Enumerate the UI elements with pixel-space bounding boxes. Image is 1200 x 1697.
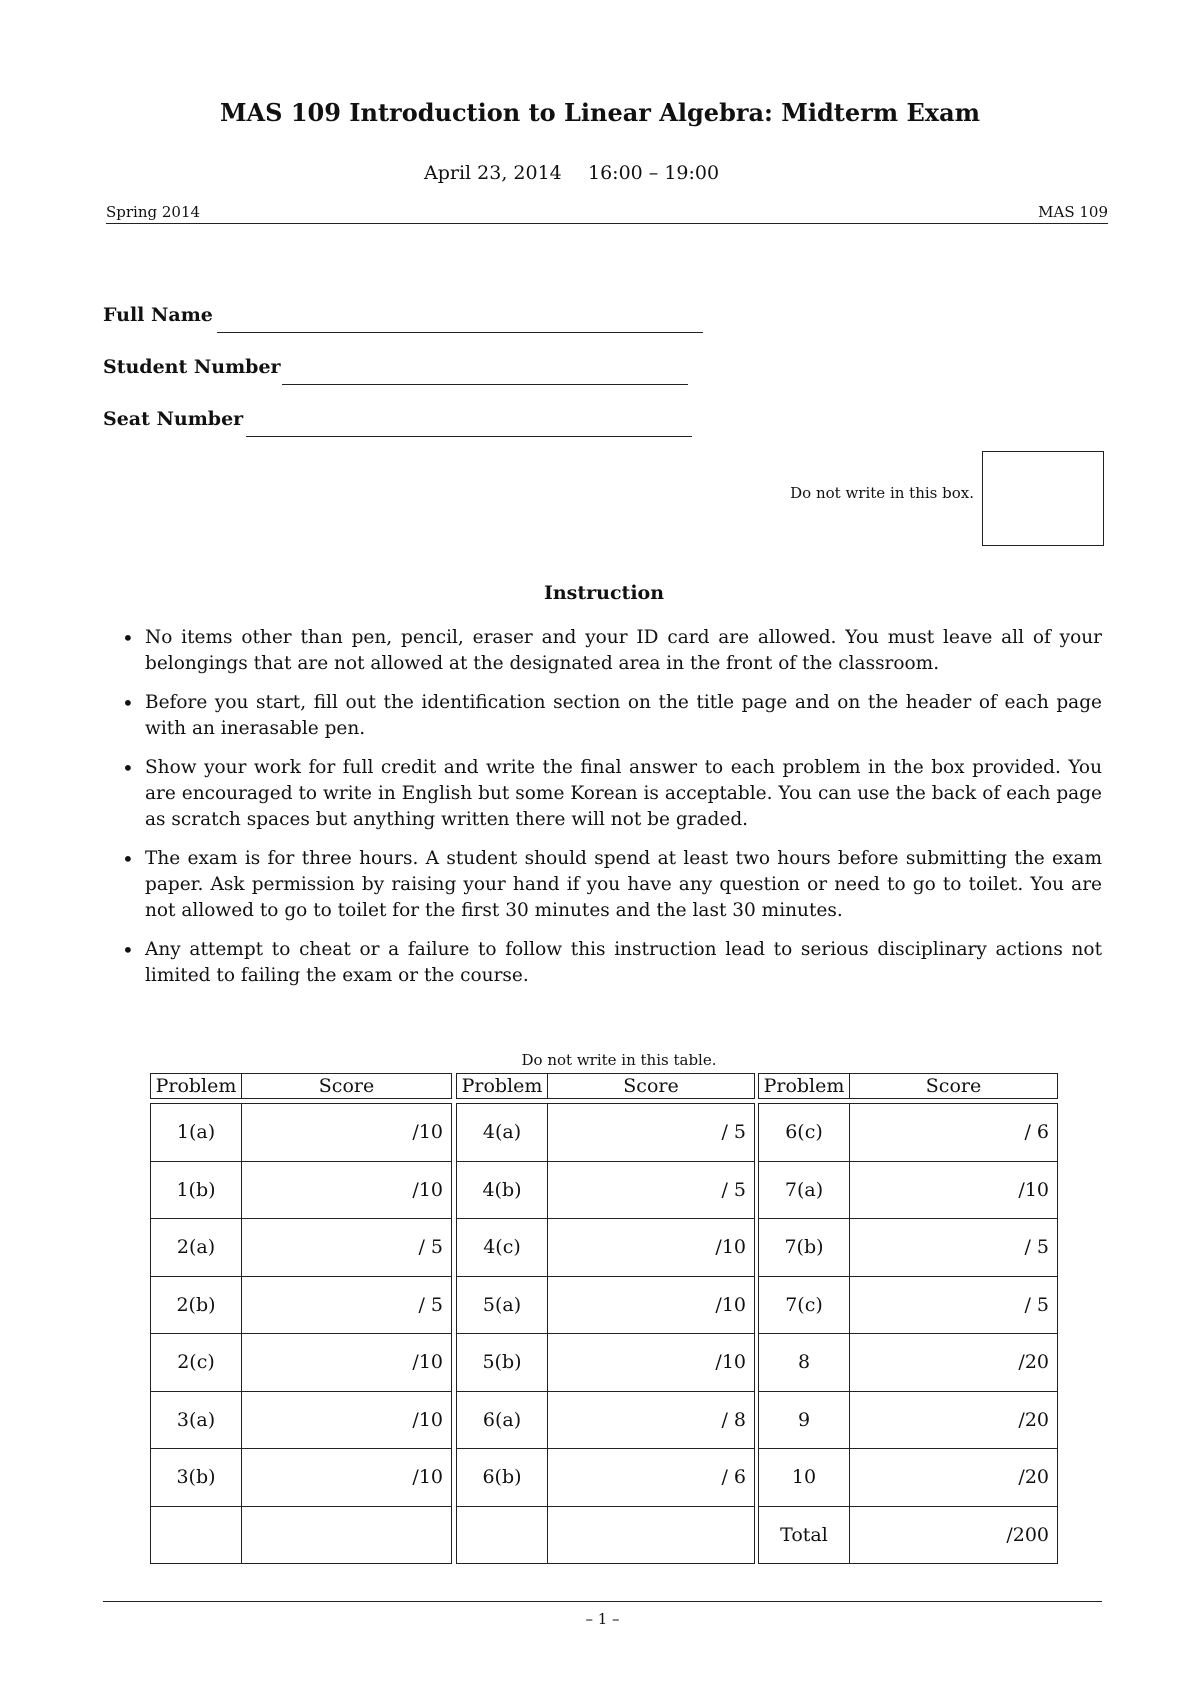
table-cell-score: /10 bbox=[547, 1218, 755, 1277]
table-cell-score: / 6 bbox=[547, 1448, 755, 1507]
table-cell-score: /200 bbox=[849, 1506, 1058, 1565]
table-cell-score: /10 bbox=[547, 1276, 755, 1335]
table-cell-problem: 1(b) bbox=[150, 1161, 242, 1220]
table-cell-problem: 4(a) bbox=[456, 1103, 548, 1162]
table-cell-score: / 5 bbox=[241, 1218, 452, 1277]
table-cell-score: /10 bbox=[241, 1333, 452, 1392]
table-cell-score: / 5 bbox=[547, 1161, 755, 1220]
table-cell-score bbox=[547, 1506, 755, 1565]
table-cell-problem: 7(c) bbox=[758, 1276, 850, 1335]
table-header-problem: Problem bbox=[150, 1073, 242, 1099]
grade-box-note: Do not write in this box. bbox=[790, 484, 974, 502]
table-cell-score: /20 bbox=[849, 1448, 1058, 1507]
instruction-heading: Instruction bbox=[543, 582, 665, 604]
header-semester: Spring 2014 bbox=[106, 203, 201, 221]
table-cell-problem: 5(a) bbox=[456, 1276, 548, 1335]
table-header-score: Score bbox=[241, 1073, 452, 1099]
exam-title: MAS 109 Introduction to Linear Algebra: Midterm Exam bbox=[219, 98, 981, 127]
exam-date: April 23, 2014 bbox=[424, 162, 562, 184]
table-cell-score: /10 bbox=[241, 1448, 452, 1507]
student-number-field[interactable] bbox=[282, 384, 688, 385]
full-name-label: Full Name bbox=[103, 304, 213, 326]
table-cell-score: / 8 bbox=[547, 1391, 755, 1450]
seat-number-label: Seat Number bbox=[103, 408, 244, 430]
table-cell-problem bbox=[456, 1506, 548, 1565]
full-name-field[interactable] bbox=[217, 332, 703, 333]
table-header-score: Score bbox=[547, 1073, 755, 1099]
instruction-item: • Any attempt to cheat or a failure to follow this instruction lead to serious disciplinary actions not limited to failing the exam or the course. bbox=[120, 937, 1102, 989]
table-cell-problem: 1(a) bbox=[150, 1103, 242, 1162]
score-table-note: Do not write in this table. bbox=[521, 1051, 717, 1069]
table-cell-problem: 5(b) bbox=[456, 1333, 548, 1392]
table-header-problem: Problem bbox=[758, 1073, 850, 1099]
table-cell-score: / 6 bbox=[849, 1103, 1058, 1162]
table-cell-problem: Total bbox=[758, 1506, 850, 1565]
instruction-item: • No items other than pen, pencil, eraser and your ID card are allowed. You must leave all of your belongings that are not allowed at the designated area in the front of the classroom. bbox=[120, 625, 1102, 677]
table-cell-problem: 3(b) bbox=[150, 1448, 242, 1507]
table-cell-problem: 4(c) bbox=[456, 1218, 548, 1277]
instruction-item: • Show your work for full credit and write the final answer to each problem in the box provided. You are encouraged to write in English but some Korean is acceptable. You can use the back of each page as scratch spaces but anything written there will not be graded. bbox=[120, 755, 1102, 833]
table-cell-score: /10 bbox=[241, 1103, 452, 1162]
table-cell-score: /10 bbox=[241, 1161, 452, 1220]
table-cell-problem: 8 bbox=[758, 1333, 850, 1392]
table-cell-problem: 7(b) bbox=[758, 1218, 850, 1277]
instruction-item: • The exam is for three hours. A student should spend at least two hours before submitting the exam paper. Ask permission by raising your hand if you have any question or need to go to toilet. You are not allowed to go to toilet for the first 30 minutes and the last 30 minutes. bbox=[120, 846, 1102, 924]
table-cell-score: /10 bbox=[849, 1161, 1058, 1220]
table-cell-problem: 4(b) bbox=[456, 1161, 548, 1220]
table-cell-problem: 6(b) bbox=[456, 1448, 548, 1507]
exam-time: 16:00 – 19:00 bbox=[588, 162, 720, 184]
table-cell-problem: 7(a) bbox=[758, 1161, 850, 1220]
table-header-problem: Problem bbox=[456, 1073, 548, 1099]
instruction-item: • Before you start, fill out the identification section on the title page and on the header of each page with an inerasable pen. bbox=[120, 690, 1102, 742]
table-cell-score bbox=[241, 1506, 452, 1565]
table-cell-score: /20 bbox=[849, 1333, 1058, 1392]
table-cell-problem: 10 bbox=[758, 1448, 850, 1507]
page-number: – 1 – bbox=[585, 1610, 620, 1628]
grade-box bbox=[982, 451, 1104, 546]
table-cell-score: / 5 bbox=[547, 1103, 755, 1162]
table-cell-score: /10 bbox=[241, 1391, 452, 1450]
table-header-score: Score bbox=[849, 1073, 1058, 1099]
table-cell-problem bbox=[150, 1506, 242, 1565]
table-cell-problem: 2(a) bbox=[150, 1218, 242, 1277]
header-rule bbox=[106, 223, 1108, 224]
table-cell-problem: 6(a) bbox=[456, 1391, 548, 1450]
table-cell-problem: 3(a) bbox=[150, 1391, 242, 1450]
header-course-code: MAS 109 bbox=[1038, 203, 1108, 221]
table-cell-score: /10 bbox=[547, 1333, 755, 1392]
table-cell-problem: 2(b) bbox=[150, 1276, 242, 1335]
seat-number-field[interactable] bbox=[246, 436, 692, 437]
table-cell-problem: 9 bbox=[758, 1391, 850, 1450]
student-number-label: Student Number bbox=[103, 356, 281, 378]
table-cell-problem: 6(c) bbox=[758, 1103, 850, 1162]
table-cell-score: / 5 bbox=[849, 1218, 1058, 1277]
table-cell-problem: 2(c) bbox=[150, 1333, 242, 1392]
table-cell-score: / 5 bbox=[849, 1276, 1058, 1335]
table-cell-score: /20 bbox=[849, 1391, 1058, 1450]
instruction-list bbox=[120, 625, 1102, 1002]
footer-rule bbox=[103, 1601, 1102, 1602]
table-cell-score: / 5 bbox=[241, 1276, 452, 1335]
